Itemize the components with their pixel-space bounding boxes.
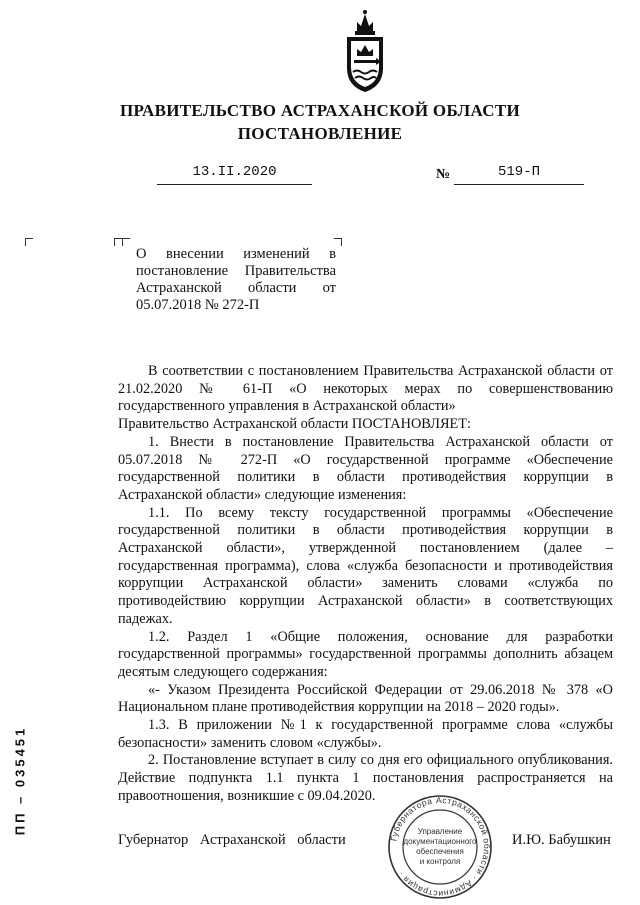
document-type-title: ПОСТАНОВЛЕНИЕ [237, 124, 403, 143]
body-paragraph: В соответствии с постановлением Правительства Астраханской области от 21.02.2020 № 61-П «О некоторых мерах по совершенствованию государственного управления в Астраханской области» [118, 363, 613, 415]
svg-text:Губернатора Астраханской облас: Губернатора Астраханской области · Администрация · [388, 794, 493, 900]
form-serial-number [2, 700, 38, 860]
signatory-title: Губернатор Астраханской области [118, 832, 346, 848]
corner-mark [114, 238, 122, 246]
body-paragraph: 1.2. Раздел 1 «Общие положения, основание для разработки государственной программы» государственной программы дополнить абзацем десятым следующего содержания: [118, 628, 613, 680]
svg-text:Управление: Управление [417, 827, 463, 836]
signatory-name: И.Ю. Бабушкин [512, 832, 611, 848]
body-paragraph: 1.1. По всему тексту государственной программы «Обеспечение государственной политики в области противодействия коррупции в Астраханской области», утвержденной постановлением (далее – государственная программа), слова «служба безопасности и противодействия коррупции Астраханской области» заменить словами «служба по противодействию коррупции Астраханской области» в соответствующих падежах. [118, 504, 613, 627]
body-paragraph: 1.3. В приложении №1 к государственной программе слова «службы безопасности» заменить словом «службы». [118, 717, 613, 751]
coat-of-arms-emblem [341, 6, 389, 96]
svg-text:документационного: документационного [403, 837, 477, 846]
date-underline [157, 184, 312, 185]
body-paragraph: «- Указом Президента Российской Федерации от 29.06.2018 № 378 «О Национальном плане противодействия коррупции на 2018 – 2020 годы». [118, 681, 613, 716]
document-number: 519-П [497, 164, 540, 180]
body-paragraph: Правительство Астраханской области ПОСТАНОВЛЯЕТ: [118, 416, 471, 433]
serial-text: ПП – 035451 [12, 725, 28, 835]
corner-mark [122, 238, 130, 246]
svg-text:и контроля: и контроля [419, 857, 461, 866]
subject-line: 05.07.2018 № 272-П [136, 297, 260, 313]
corner-mark [334, 238, 342, 246]
government-title: ПРАВИТЕЛЬСТВО АСТРАХАНСКОЙ ОБЛАСТИ [120, 101, 520, 120]
body-paragraph: 1. Внести в постановление Правительства Астраханской области от 05.07.2018 № 272-П «О государственной программе «Обеспечение государственной политики в области противодействия коррупции в Астраханской области» следующие изменения: [118, 433, 613, 503]
number-sign: № [436, 167, 451, 182]
svg-text:обеспечения: обеспечения [416, 847, 464, 856]
document-subject [136, 246, 336, 314]
corner-mark [25, 238, 33, 246]
document-body [118, 363, 613, 806]
number-underline [454, 184, 584, 185]
subject-line: Астраханской области от [136, 280, 336, 296]
body-paragraph: 2. Постановление вступает в силу со дня его официального опубликования. Действие подпункта 1.1 пункта 1 постановления распространяется на правоотношения, возникшие с 09.04.2020. [118, 752, 613, 804]
document-date: 13.II.2020 [192, 164, 277, 180]
subject-line: постановление Правительства [136, 263, 336, 279]
official-stamp [381, 794, 499, 900]
subject-line: О внесении изменений в [136, 246, 336, 262]
